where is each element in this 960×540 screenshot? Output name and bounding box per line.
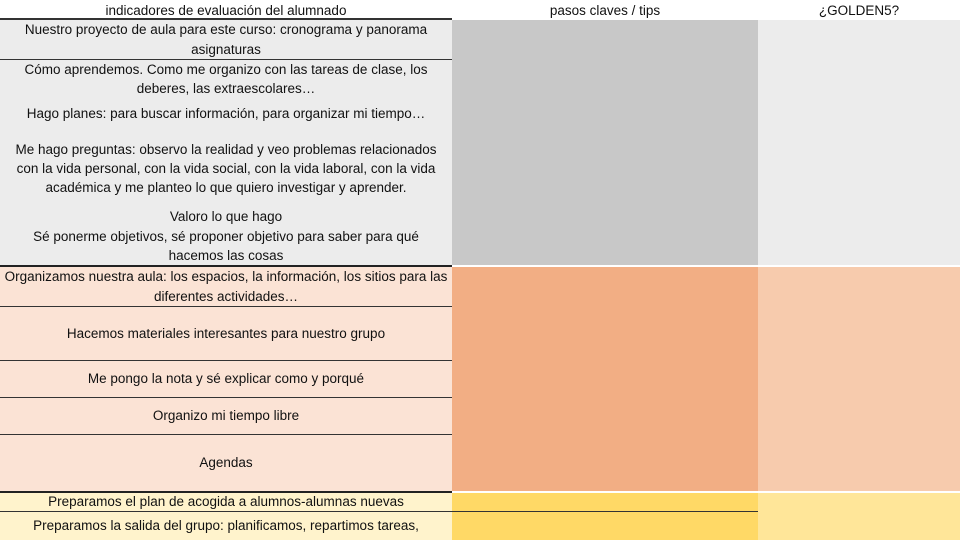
golden5-cell[interactable] [758, 227, 960, 265]
table-row [0, 360, 960, 397]
header-golden5: ¿GOLDEN5? [818, 3, 900, 18]
indicator-cell: Me pongo la nota y sé explicar como y porqué [0, 360, 452, 397]
table-row [0, 306, 960, 360]
indicator-cell: Cómo aprendemos. Como me organizo con las tareas de clase, los deberes, las extraescolares… [0, 59, 452, 98]
tips-cell[interactable] [452, 20, 758, 59]
golden5-cell[interactable] [758, 306, 960, 360]
tips-cell[interactable] [452, 227, 758, 265]
header-row [0, 0, 960, 20]
table-row [0, 59, 960, 98]
tips-cell[interactable] [452, 511, 758, 540]
tips-cell[interactable] [452, 130, 758, 207]
golden5-cell[interactable] [758, 491, 960, 511]
tips-cell[interactable] [452, 265, 758, 306]
table-row [0, 98, 960, 130]
golden5-cell[interactable] [758, 98, 960, 130]
indicator-cell: Hacemos materiales interesantes para nuestro grupo [0, 306, 452, 360]
indicator-cell: Valoro lo que hago [0, 207, 452, 227]
indicator-cell: Sé ponerme objetivos, sé proponer objetivo para saber para qué hacemos las cosas [0, 227, 452, 265]
indicator-cell: Preparamos la salida del grupo: planificamos, repartimos tareas, [0, 511, 452, 540]
tips-cell[interactable] [452, 98, 758, 130]
table-row [0, 265, 960, 306]
golden5-cell[interactable] [758, 207, 960, 227]
table-row [0, 20, 960, 59]
table-row [0, 227, 960, 265]
indicator-cell: Preparamos el plan de acogida a alumnos-alumnas nuevas [0, 491, 452, 511]
tips-cell[interactable] [452, 207, 758, 227]
table-row [0, 511, 960, 540]
golden5-cell[interactable] [758, 434, 960, 491]
tips-cell[interactable] [452, 491, 758, 511]
golden5-cell[interactable] [758, 360, 960, 397]
golden5-cell[interactable] [758, 511, 960, 540]
golden5-cell[interactable] [758, 265, 960, 306]
indicator-cell: Nuestro proyecto de aula para este curso: cronograma y panorama asignaturas [0, 20, 452, 59]
table-row [0, 491, 960, 511]
indicator-cell: Hago planes: para buscar información, para organizar mi tiempo… [0, 98, 452, 130]
golden5-cell[interactable] [758, 130, 960, 207]
tips-cell[interactable] [452, 360, 758, 397]
table-row [0, 130, 960, 207]
indicator-cell: Me hago preguntas: observo la realidad y veo problemas relacionados con la vida personal, con la vida social, con la vida laboral, con la vida académica y me planteo lo que quiero investigar y aprender. [0, 130, 452, 207]
table-row [0, 207, 960, 227]
golden5-cell[interactable] [758, 59, 960, 98]
indicator-cell: Agendas [0, 434, 452, 491]
tips-cell[interactable] [452, 397, 758, 434]
table-row [0, 434, 960, 491]
table-row [0, 397, 960, 434]
tips-cell[interactable] [452, 306, 758, 360]
tips-cell[interactable] [452, 434, 758, 491]
golden5-cell[interactable] [758, 397, 960, 434]
header-tips: pasos claves / tips [549, 3, 661, 18]
tips-cell[interactable] [452, 59, 758, 98]
indicator-cell: Organizo mi tiempo libre [0, 397, 452, 434]
indicator-cell: Organizamos nuestra aula: los espacios, la información, los sitios para las diferentes actividades… [0, 265, 452, 306]
header-indicators: indicadores de evaluación del alumnado [0, 0, 452, 20]
golden5-cell[interactable] [758, 20, 960, 59]
